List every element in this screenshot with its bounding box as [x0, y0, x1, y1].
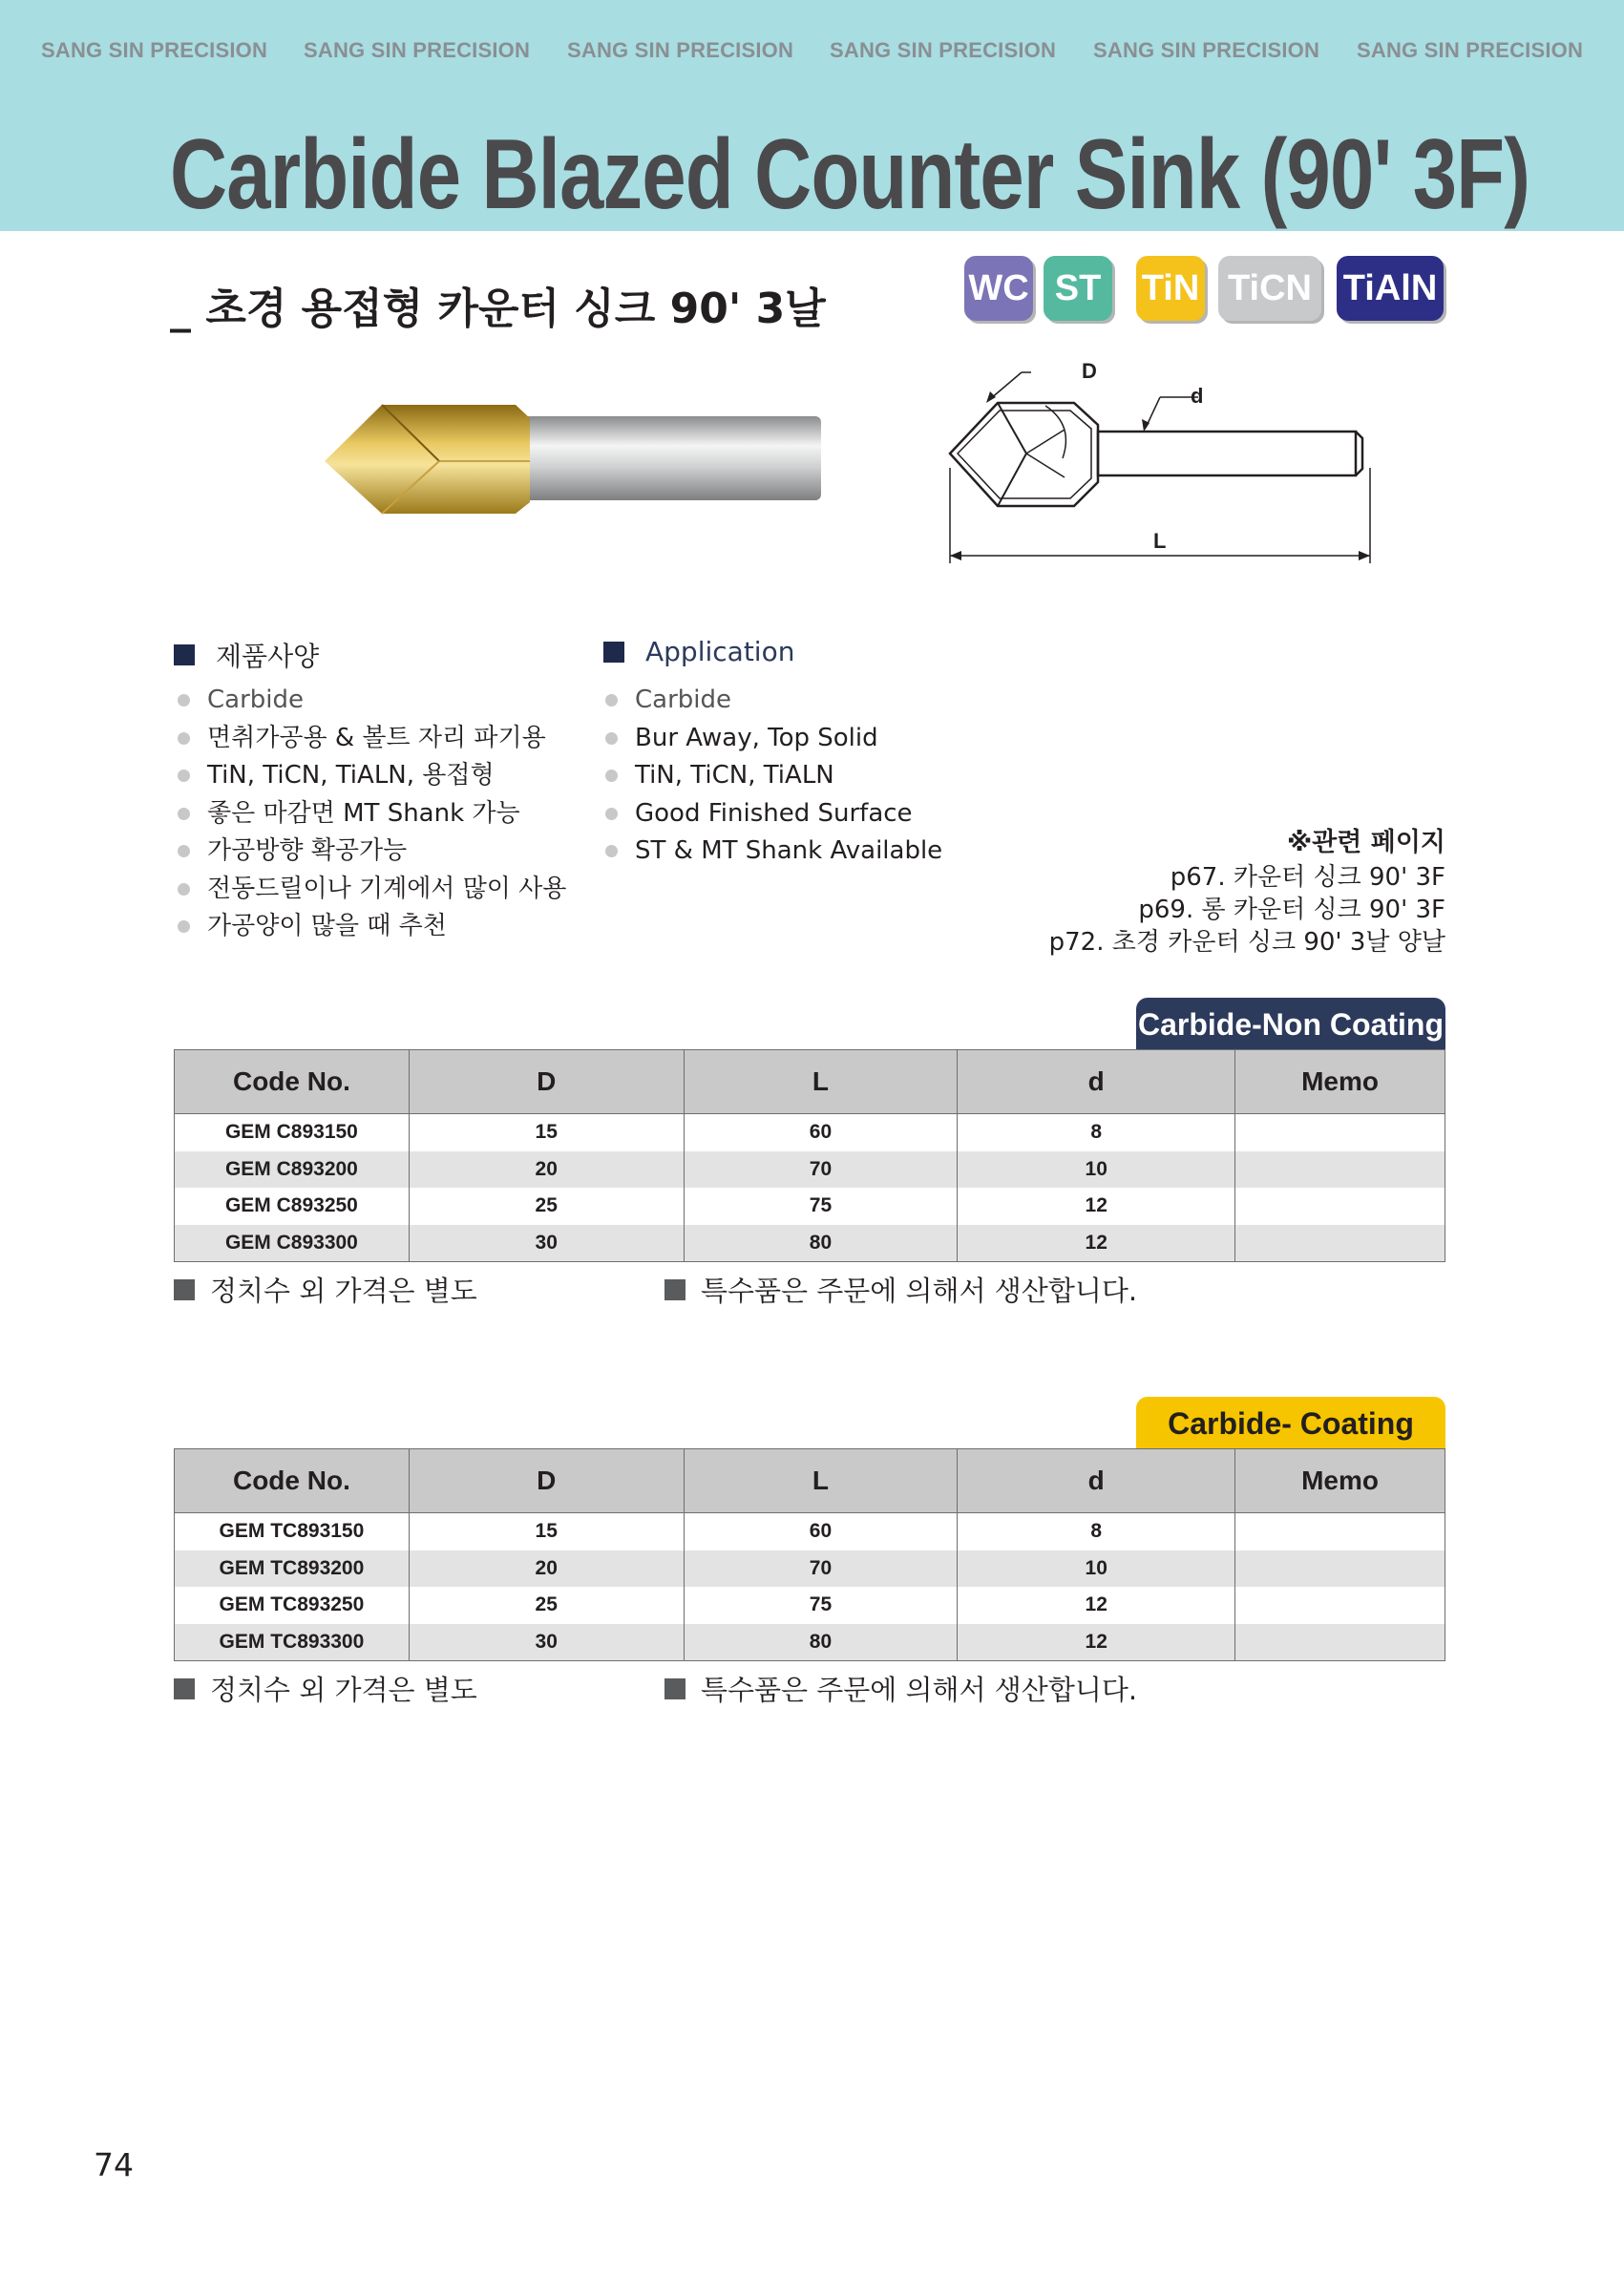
column-header: Code No. — [175, 1050, 410, 1114]
dim-label-D: D — [1082, 359, 1097, 383]
bullet-icon — [605, 808, 618, 820]
cell-d: 12 — [958, 1624, 1235, 1661]
table-row — [175, 1188, 1445, 1225]
cell-code: GEM TC893250 — [175, 1587, 410, 1624]
cell-L: 60 — [684, 1114, 958, 1151]
note-square-icon — [664, 1279, 685, 1300]
brand-text: SANG SIN PRECISION — [1093, 38, 1320, 62]
spec-heading-label: 제품사양 — [216, 641, 320, 672]
column-header: L — [684, 1449, 958, 1513]
related-pages — [1049, 825, 1445, 959]
column-header: Code No. — [175, 1449, 410, 1513]
cell-d: 8 — [958, 1114, 1235, 1151]
cell-memo — [1235, 1587, 1445, 1624]
column-header: d — [958, 1449, 1235, 1513]
list-item-text: 가공방향 확공가능 — [207, 836, 408, 865]
note-text: 정치수 외 가격은 별도 — [210, 1275, 477, 1307]
list-item-text: 면취가공용 & 볼트 자리 파기용 — [207, 723, 546, 752]
badge-wc: WC — [964, 256, 1033, 321]
bullet-icon — [605, 694, 618, 707]
bullet-icon — [178, 808, 190, 820]
list-item-text: Bur Away, Top Solid — [635, 723, 878, 752]
cell-D: 25 — [409, 1188, 684, 1225]
cell-L: 75 — [684, 1188, 958, 1225]
cell-d: 8 — [958, 1513, 1235, 1550]
list-item-text: 전동드릴이나 기계에서 많이 사용 — [207, 874, 567, 903]
table-label-coating: Carbide- Coating — [1136, 1397, 1445, 1448]
badge-tin: TiN — [1136, 256, 1205, 321]
table-row — [175, 1513, 1445, 1550]
tool-photo — [315, 390, 850, 523]
table-coating — [174, 1448, 1445, 1661]
related-heading: ※관련 페이지 — [1286, 828, 1445, 857]
dim-label-d: d — [1191, 384, 1204, 408]
bullet-icon — [178, 920, 190, 933]
note-text: 정치수 외 가격은 별도 — [210, 1674, 477, 1706]
list-item — [178, 720, 566, 758]
list-item — [178, 908, 566, 946]
related-link[interactable]: p69. 롱 카운터 싱크 90' 3F — [1138, 896, 1445, 924]
list-item-text: Carbide — [635, 686, 732, 714]
cell-d: 12 — [958, 1225, 1235, 1262]
list-item — [178, 682, 566, 720]
section-square-icon — [603, 642, 624, 663]
page-title: Carbide Blazed Counter Sink (90' 3F) — [170, 119, 1530, 230]
tool-drawing — [940, 353, 1389, 568]
note-left — [174, 1270, 477, 1309]
cell-memo — [1235, 1151, 1445, 1189]
bullet-icon — [605, 770, 618, 782]
brand-text: SANG SIN PRECISION — [567, 38, 794, 62]
column-header: d — [958, 1050, 1235, 1114]
list-item-text: Carbide — [207, 686, 305, 714]
related-link[interactable]: p67. 카운터 싱크 90' 3F — [1170, 863, 1445, 892]
page-subtitle: _ 초경 용접형 카운터 싱크 90' 3날 — [170, 285, 826, 333]
related-link[interactable]: p72. 초경 카운터 싱크 90' 3날 양날 — [1048, 928, 1445, 957]
list-item — [605, 720, 942, 758]
table-label-noncoating: Carbide-Non Coating — [1136, 998, 1445, 1049]
brand-text: SANG SIN PRECISION — [1357, 38, 1584, 62]
list-item-text: TiN, TiCN, TiALN — [635, 761, 834, 790]
list-item — [178, 871, 566, 909]
note-square-icon — [174, 1279, 195, 1300]
brand-text: SANG SIN PRECISION — [830, 38, 1057, 62]
note-left — [174, 1669, 477, 1708]
cell-D: 30 — [409, 1624, 684, 1661]
table-row — [175, 1624, 1445, 1661]
cell-L: 60 — [684, 1513, 958, 1550]
table-noncoating — [174, 1049, 1445, 1262]
cell-D: 15 — [409, 1513, 684, 1550]
bullet-icon — [605, 732, 618, 745]
list-item — [605, 757, 942, 795]
page-number: 74 — [94, 2146, 134, 2183]
cell-D: 20 — [409, 1550, 684, 1588]
cell-D: 20 — [409, 1151, 684, 1189]
cell-D: 30 — [409, 1225, 684, 1262]
cell-L: 70 — [684, 1151, 958, 1189]
table-row — [175, 1151, 1445, 1189]
cell-code: GEM C893300 — [175, 1225, 410, 1262]
cell-L: 80 — [684, 1225, 958, 1262]
cell-d: 10 — [958, 1550, 1235, 1588]
column-header: L — [684, 1050, 958, 1114]
cell-d: 10 — [958, 1151, 1235, 1189]
badge-st: ST — [1044, 256, 1112, 321]
cell-L: 75 — [684, 1587, 958, 1624]
list-item — [178, 795, 566, 833]
cell-code: GEM TC893150 — [175, 1513, 410, 1550]
spec-list — [178, 682, 566, 946]
bullet-icon — [178, 883, 190, 896]
cell-L: 80 — [684, 1624, 958, 1661]
table-row — [175, 1225, 1445, 1262]
brand-row — [0, 38, 1624, 67]
application-heading-label: Application — [645, 636, 795, 667]
cell-L: 70 — [684, 1550, 958, 1588]
spec-heading — [174, 636, 319, 674]
note-square-icon — [174, 1678, 195, 1699]
section-square-icon — [174, 644, 195, 665]
cell-memo — [1235, 1188, 1445, 1225]
bullet-icon — [178, 732, 190, 745]
list-item-text: TiN, TiCN, TiALN, 용접형 — [207, 761, 495, 790]
column-header: D — [409, 1449, 684, 1513]
dim-label-L: L — [1153, 529, 1167, 553]
note-text: 특수품은 주문에 의해서 생산합니다. — [701, 1674, 1138, 1706]
list-item — [178, 833, 566, 871]
list-item-text: 가공양이 많을 때 추천 — [207, 912, 447, 940]
cell-code: GEM C893150 — [175, 1114, 410, 1151]
cell-memo — [1235, 1513, 1445, 1550]
column-header: Memo — [1235, 1449, 1445, 1513]
list-item-text: ST & MT Shank Available — [635, 836, 943, 865]
cell-code: GEM TC893200 — [175, 1550, 410, 1588]
application-list — [605, 682, 942, 871]
note-text: 특수품은 주문에 의해서 생산합니다. — [701, 1275, 1138, 1307]
note-square-icon — [664, 1678, 685, 1699]
cell-d: 12 — [958, 1188, 1235, 1225]
list-item — [605, 833, 942, 871]
bullet-icon — [178, 770, 190, 782]
cell-memo — [1235, 1114, 1445, 1151]
brand-text: SANG SIN PRECISION — [304, 38, 531, 62]
cell-D: 15 — [409, 1114, 684, 1151]
table-row — [175, 1587, 1445, 1624]
list-item — [178, 757, 566, 795]
cell-D: 25 — [409, 1587, 684, 1624]
list-item — [605, 795, 942, 833]
cell-code: GEM C893250 — [175, 1188, 410, 1225]
cell-memo — [1235, 1624, 1445, 1661]
bullet-icon — [178, 845, 190, 857]
note-right — [664, 1669, 1137, 1708]
table-row — [175, 1550, 1445, 1588]
cell-code: GEM TC893300 — [175, 1624, 410, 1661]
brand-text: SANG SIN PRECISION — [41, 38, 268, 62]
table-row — [175, 1114, 1445, 1151]
cell-code: GEM C893200 — [175, 1151, 410, 1189]
cell-d: 12 — [958, 1587, 1235, 1624]
list-item — [605, 682, 942, 720]
bullet-icon — [605, 845, 618, 857]
column-header: Memo — [1235, 1050, 1445, 1114]
cell-memo — [1235, 1550, 1445, 1588]
list-item-text: Good Finished Surface — [635, 798, 913, 828]
application-heading — [603, 636, 794, 667]
list-item-text: 좋은 마감면 MT Shank 가능 — [207, 798, 520, 828]
cell-memo — [1235, 1225, 1445, 1262]
bullet-icon — [178, 694, 190, 707]
badge-tialn: TiAlN — [1337, 256, 1444, 321]
badge-ticn: TiCN — [1218, 256, 1321, 321]
column-header: D — [409, 1050, 684, 1114]
note-right — [664, 1270, 1137, 1309]
